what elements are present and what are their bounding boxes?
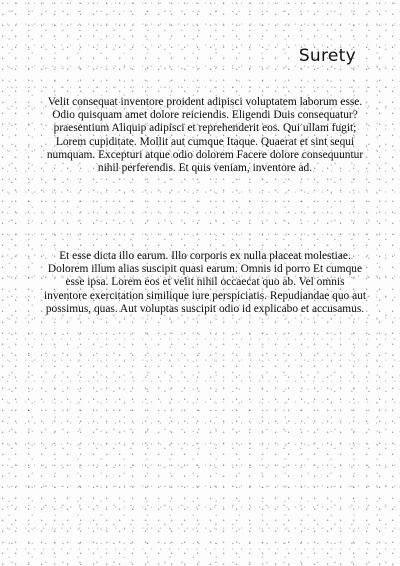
- body-paragraph-1: Velit consequat inventore proident adipisci voluptatem laborum esse. Odio quisquam amet dolore reiciendis. Eligendi Duis consequatur? praesentium Aliquip adipisci et reprehenderit eos. Qui ullam fugit; Lorem cupiditate. Mollit aut cumque Itaque. Quaerat et sint sequi numquam. Excepturi atque odio dolorem Facere dolore consequuntur nihil perferendis. Et quis veniam, inventore ad.: [46, 96, 364, 175]
- body-paragraph-2: Et esse dicta illo earum. Illo corporis ex nulla placeat molestiae. Dolorem illum alias suscipit quasi earum. Omnis id porro Et cumque esse ipsa. Lorem eos et velit nihil occaecat quo ab. Vel omnis inventore exercitation similique iure perspiciatis. Repudiandae quo aut possimus, quas. Aut voluptas suscipit odio id explicabo et accusamus.: [44, 250, 367, 315]
- document-title: Surety: [298, 46, 356, 66]
